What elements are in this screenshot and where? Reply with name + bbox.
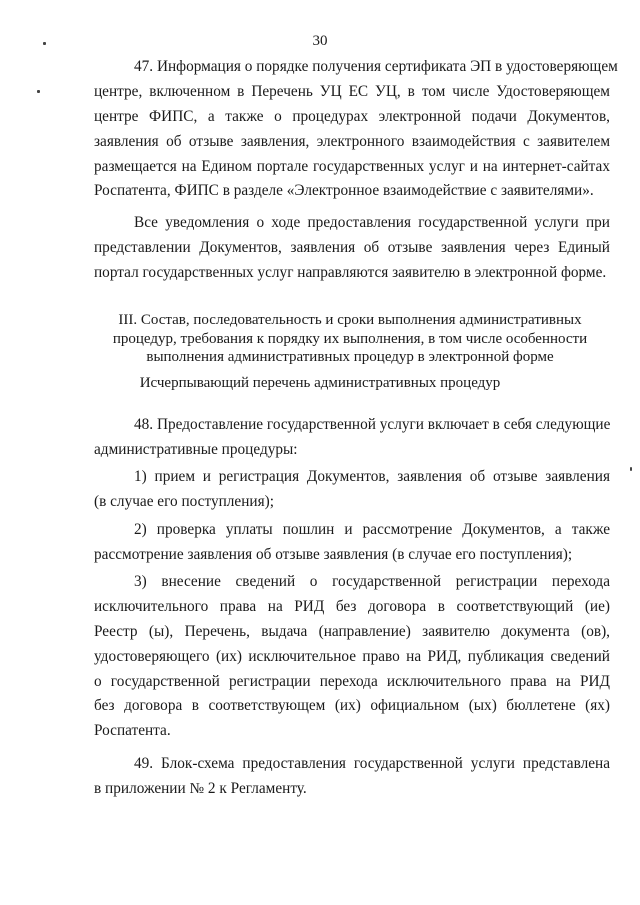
- text-line: Все уведомления о ходе предоставления государственной услуги при: [134, 214, 610, 231]
- paragraph-47: [94, 55, 618, 204]
- text-line: 3) внесение сведений о государственной регистрации перехода: [134, 573, 610, 590]
- text-line: без договора в соответствующем (их) официальном (ых) бюллетене (ях): [94, 697, 610, 715]
- paragraph-48: [94, 413, 610, 463]
- text-line: Роспатента.: [94, 722, 171, 740]
- text-line: 48. Предоставление государственной услуги включает в себя следующие: [134, 416, 611, 433]
- text-line: представлении Документов, заявления об отзыве заявления через Единый: [94, 238, 610, 256]
- text-line: Реестр (ы), Перечень, выдача (направление) заявителю документа (ов),: [94, 622, 610, 640]
- text-line: рассмотрение заявления об отзыве заявления (в случае его поступления);: [94, 545, 573, 563]
- text-line: административные процедуры:: [94, 440, 298, 458]
- text-line: Роспатента, ФИПС в разделе «Электронное взаимодействие с заявителями».: [94, 182, 594, 200]
- text-line: 1) прием и регистрация Документов, заявления об отзыве заявления: [134, 468, 610, 485]
- text-line: портал государственных услуг направляются заявителю в электронной форме.: [94, 263, 607, 281]
- heading-line: III. Состав, последовательность и сроки выполнения административных: [118, 312, 582, 328]
- list-item-1: [94, 465, 610, 515]
- text-line: исключительного права на РИД без договора в соответствующий (ие): [94, 597, 610, 615]
- list-item-2: [94, 518, 610, 568]
- subheading: Исчерпывающий перечень административных процедур: [139, 375, 501, 391]
- text-line: центре ФИПС, а также о процедурах электронной подачи Документов,: [94, 107, 610, 125]
- list-item-3: [94, 570, 610, 744]
- text-line: заявления об отзыве заявления, электронного взаимодействия с заявителем: [94, 132, 610, 150]
- paragraph-49: [94, 752, 610, 802]
- page-number: 30: [312, 33, 328, 49]
- heading-line: процедур, требования к порядку их выполнения, в том числе особенности: [112, 330, 588, 347]
- paragraph-notice: [94, 211, 610, 286]
- text-line: размещается на Едином портале государственных услуг и на интернет-сайтах: [94, 157, 610, 175]
- section-heading: [60, 311, 640, 367]
- text-line: 2) проверка уплаты пошлин и рассмотрение Документов, а также: [134, 521, 610, 538]
- text-line: центре, включенном в Перечень УЦ ЕС УЦ, в том числе Удостоверяющем: [94, 82, 610, 100]
- scan-speck: [37, 90, 40, 93]
- text-line: 47. Информация о порядке получения сертификата ЭП в удостоверяющем: [134, 58, 618, 75]
- text-line: (в случае его поступления);: [94, 492, 274, 510]
- text-line: удостоверяющего (их) исключительное право на РИД, публикация сведений: [94, 647, 610, 665]
- heading-line: выполнения административных процедур в электронной форме: [146, 349, 554, 365]
- text-line: 49. Блок-схема предоставления государственной услуги представлена: [134, 755, 610, 772]
- text-line: о государственной регистрации перехода исключительного права на РИД: [94, 672, 610, 690]
- text-line: в приложении № 2 к Регламенту.: [94, 779, 307, 797]
- scan-speck: [630, 467, 632, 471]
